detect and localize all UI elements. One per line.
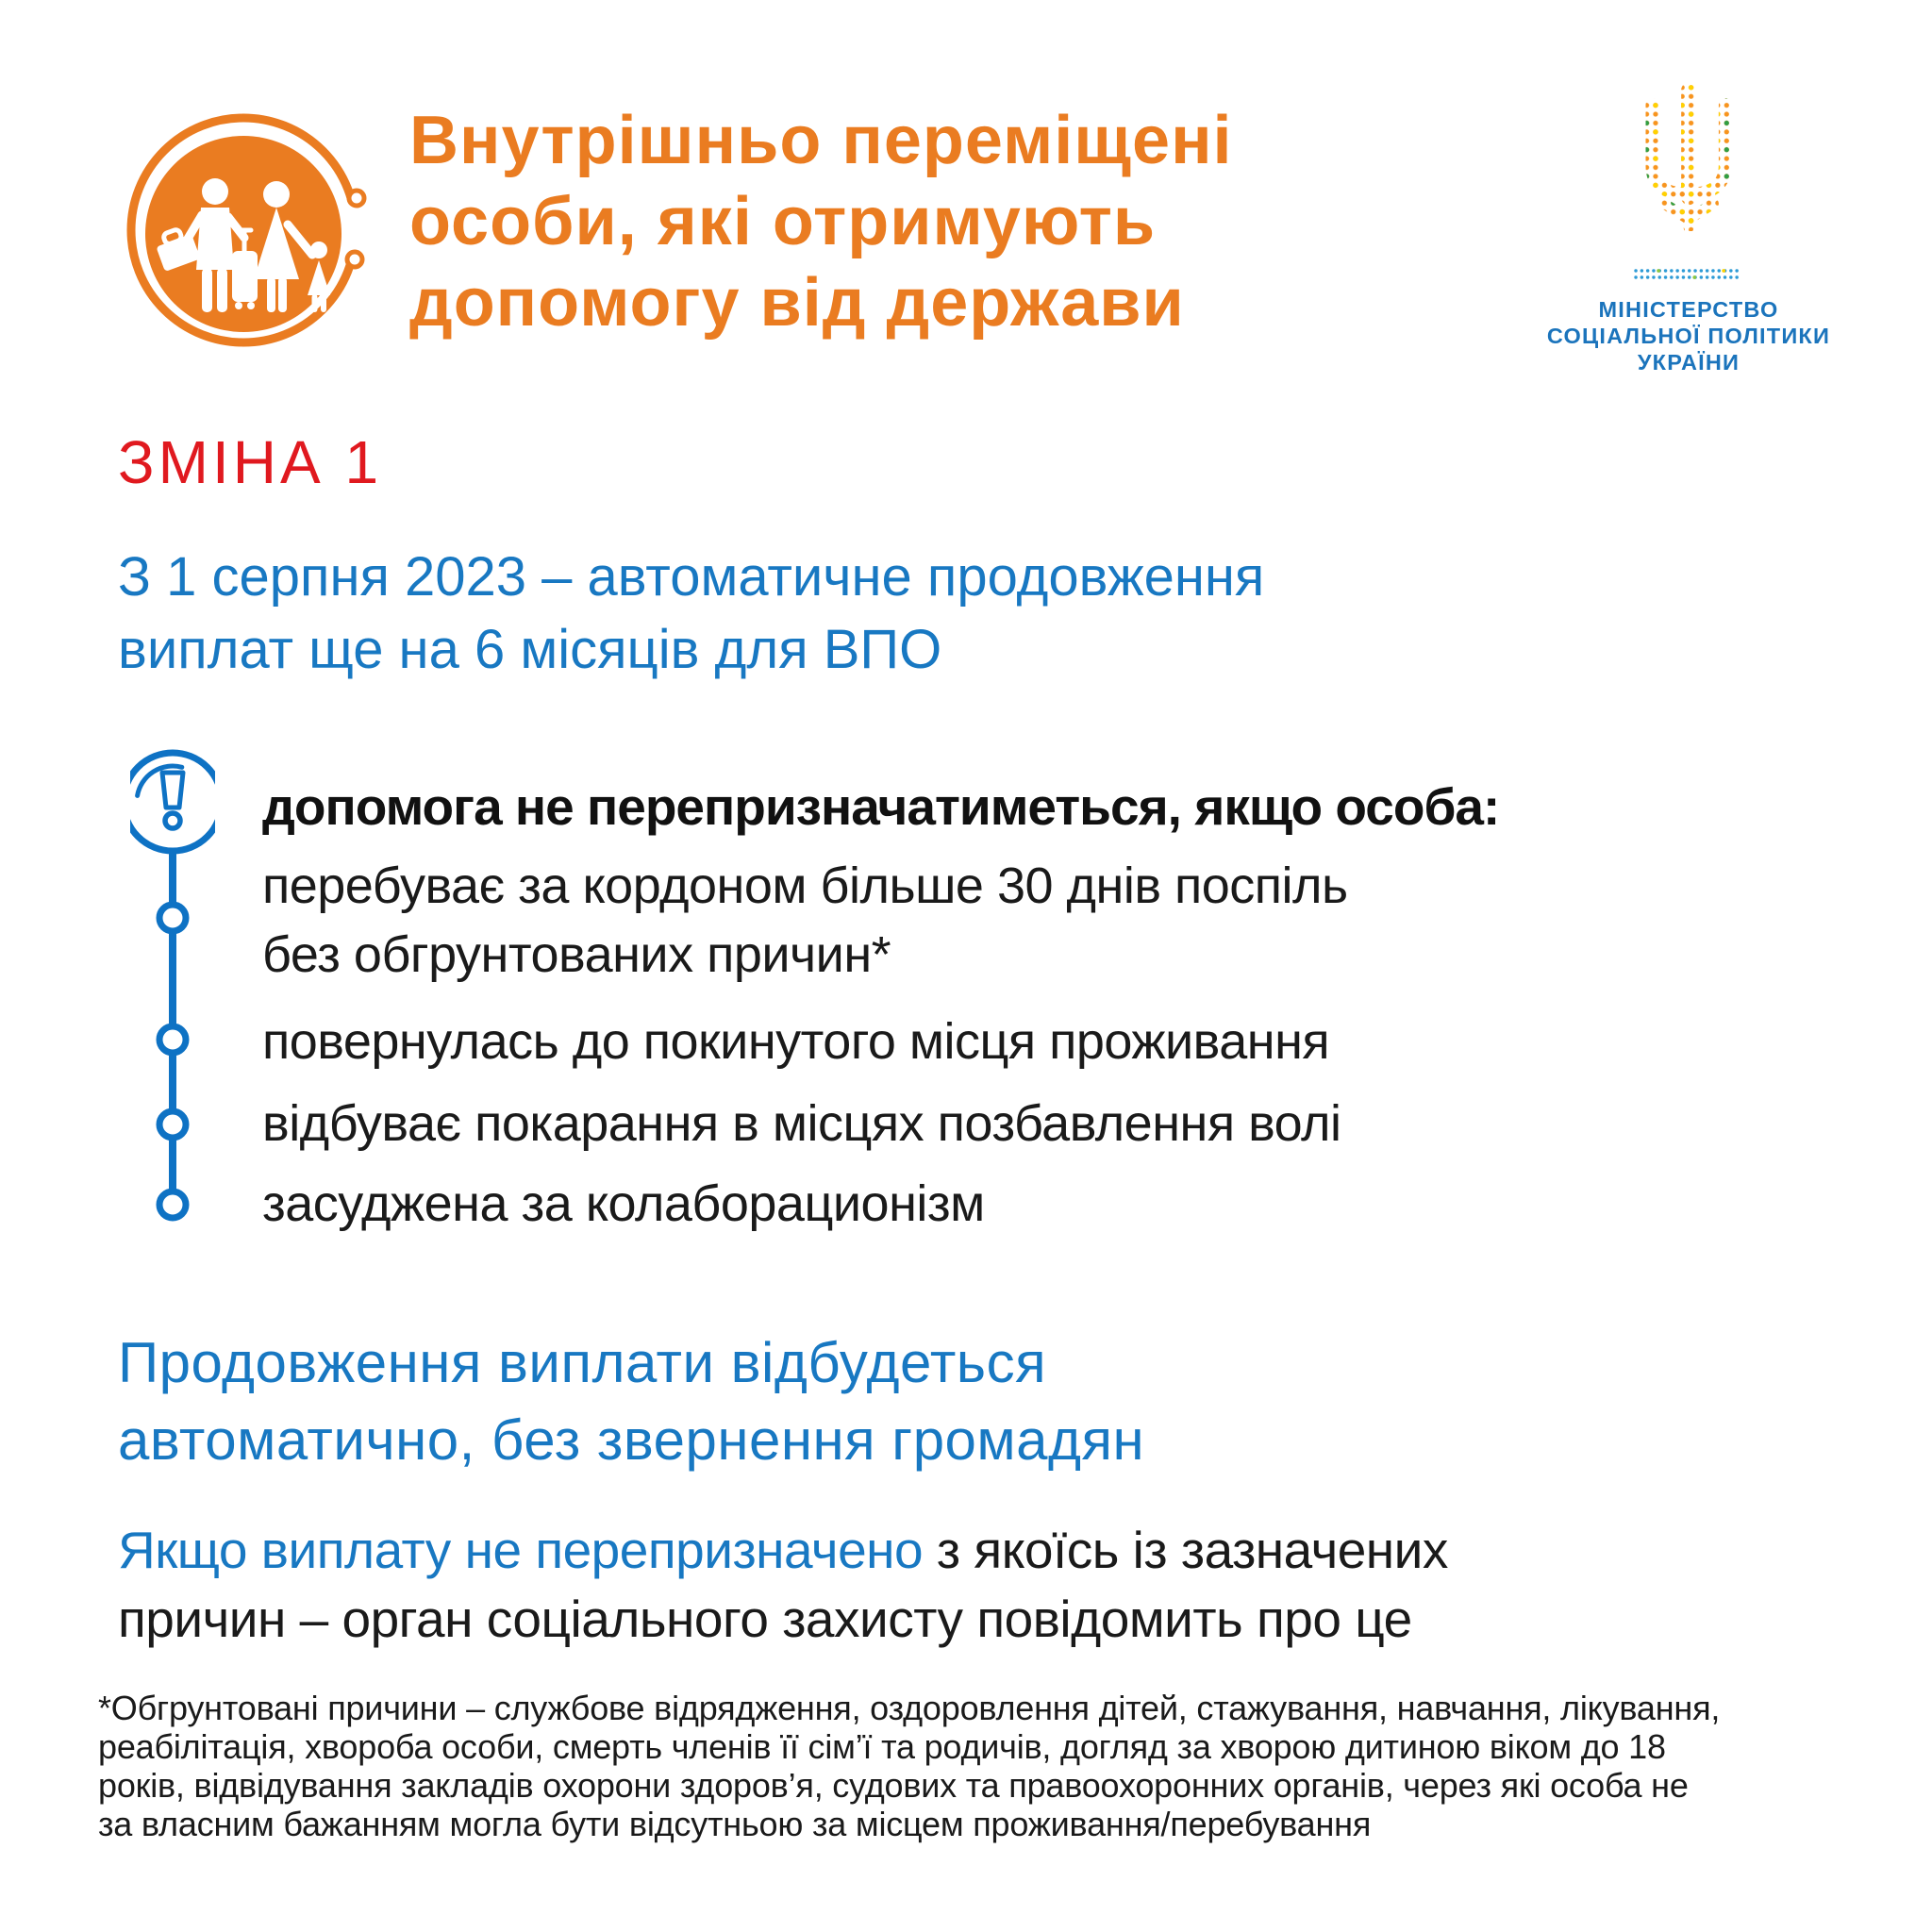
ministry-name-line-2: СОЦІАЛЬНОЇ ПОЛІТИКИ (1546, 324, 1831, 348)
ministry-name-line-1: МІНІСТЕРСТВО (1598, 297, 1779, 322)
family-with-luggage-icon (119, 109, 368, 358)
alert-item-2 (262, 1008, 1329, 1076)
alert-item-3-line-1: відбуває покарання в місцях позбавлення волі (262, 1095, 1341, 1152)
page-title-line-1: Внутрішньо переміщені (409, 103, 1233, 178)
alert-item-1 (262, 852, 1348, 990)
footnote-line-3: років, відвідування закладів охорони здоров’я, судових та правоохоронних органів, через які особа не (98, 1766, 1689, 1805)
timeline-bullet-2 (159, 1026, 186, 1053)
auto-renewal-statement (118, 1324, 1144, 1479)
timeline-bullet-4 (159, 1191, 186, 1218)
ministry-logo (1533, 83, 1844, 375)
alert-item-1-line-1: перебуває за кордоном більше 30 днів поспіль (262, 858, 1348, 914)
alert-item-4-line-1: засуджена за колаборационізм (262, 1175, 985, 1232)
subtitle-line-2: виплат ще на 6 місяців для ВПО (118, 619, 942, 680)
timeline-bullet-1 (159, 905, 186, 931)
timeline-bullet-3 (159, 1111, 186, 1138)
notice-rest: з якоїсь із зазначених (923, 1521, 1448, 1579)
page-title-line-2: особи, які отримують (409, 184, 1157, 259)
footnote-line-4: за власним бажанням могла бути відсутньою за місцем проживання/перебування (98, 1805, 1372, 1843)
footnote (98, 1689, 1720, 1843)
ministry-name-line-3: УКРАЇНИ (1637, 350, 1740, 375)
footnote-line-2: реабілітація, хвороба особи, смерть членів її сім’ї та родичів, догляд за хворою дитиною віком до 18 (98, 1727, 1666, 1766)
icon-ring-node-bottom (347, 252, 362, 267)
alert-heading: допомога не перепризначатиметься, якщо особа: (262, 777, 1500, 836)
auto-renewal-line-2: автоматично, без звернення громадян (118, 1408, 1145, 1472)
notice-line-2: причин – орган соціального захисту повідомить про це (118, 1590, 1412, 1648)
alert-item-2-line-1: повернулась до покинутого місця проживання (262, 1013, 1330, 1070)
change-label: ЗМІНА 1 (118, 428, 383, 496)
auto-renewal-line-1: Продовження виплати відбудеться (118, 1331, 1047, 1394)
page-title-line-3: допомогу від держави (409, 265, 1185, 341)
subtitle (118, 541, 1264, 686)
dotted-trident-emblem (1624, 83, 1753, 231)
icon-ring-node-top (349, 191, 364, 206)
exclamation-timeline (130, 745, 215, 1245)
emblem-dotted-separator (1632, 267, 1745, 282)
alert-item-3 (262, 1090, 1341, 1158)
footnote-line-1: *Обгрунтовані причини – службове відрядження, оздоровлення дітей, стажування, навчання, лікування, (98, 1689, 1721, 1727)
alert-item-1-line-2: без обгрунтованих причин* (262, 926, 891, 983)
alert-item-4 (262, 1170, 985, 1239)
icon-ring-gap (352, 201, 356, 258)
ministry-name (1533, 296, 1844, 375)
subtitle-line-1: З 1 серпня 2023 – автоматичне продовження (118, 546, 1265, 608)
page-title (409, 100, 1233, 343)
notice-line-1 (118, 1516, 1448, 1585)
notice (118, 1516, 1448, 1654)
notice-highlight: Якщо виплату не перепризначено (118, 1521, 924, 1579)
